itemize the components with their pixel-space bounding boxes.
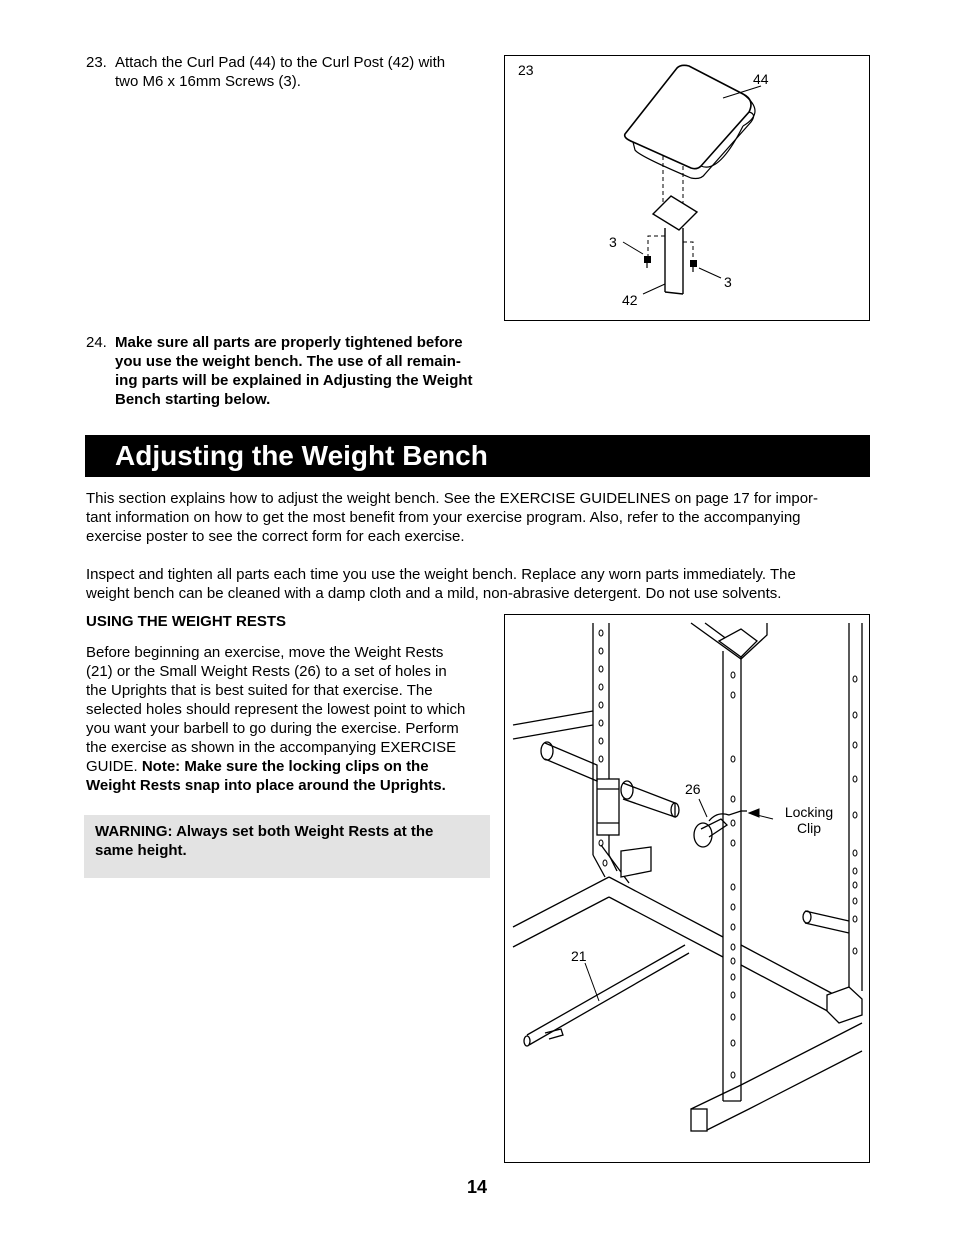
step-line: two M6 x 16mm Screws (3).: [115, 73, 301, 90]
part-label-26: 26: [685, 781, 701, 797]
intro-line: Inspect and tighten all parts each time you use the weight bench. Replace any worn parts immediately. The: [86, 566, 796, 583]
section-banner: [85, 435, 870, 477]
paragraph-line: you want your barbell to go during the exercise. Perform: [86, 720, 459, 737]
paragraph-line: the Uprights that is best suited for that exercise. The: [86, 682, 433, 699]
figure-curl-pad: [504, 55, 870, 321]
power-rack-illustration: [505, 615, 871, 1164]
step-24-text: [115, 333, 495, 409]
note-line: Weight Rests snap into place around the Uprights.: [86, 777, 446, 794]
paragraph-text: GUIDE.: [86, 758, 142, 775]
page-number: 14: [466, 1177, 488, 1197]
paragraph-line: Before beginning an exercise, move the Weight Rests: [86, 644, 444, 661]
warning-line: same height.: [95, 842, 187, 859]
step-line: Make sure all parts are properly tightened before: [115, 334, 463, 351]
paragraph-line: the exercise as shown in the accompanying EXERCISE: [86, 739, 457, 756]
step-line: ing parts will be explained in Adjusting the Weight: [115, 372, 473, 389]
note-text: Note: Make sure the locking clips on the: [141, 758, 429, 775]
intro-paragraph-2: [86, 565, 876, 603]
intro-line: exercise poster to see the correct form for each exercise.: [86, 528, 465, 545]
warning-box: [84, 815, 490, 878]
step-line: Attach the Curl Pad (44) to the Curl Post (42) with: [115, 54, 446, 71]
paragraph-line: selected holes should represent the lowest point to which: [86, 701, 466, 718]
locking-clip-label: [781, 804, 837, 836]
intro-line: weight bench can be cleaned with a damp cloth and a mild, non-abrasive detergent. Do not use solvents.: [86, 585, 782, 602]
part-label-42: 42: [622, 292, 638, 308]
intro-line: tant information on how to get the most benefit from your exercise program. Also, refer to the accompanying: [86, 509, 801, 526]
figure-step-label: 23: [518, 62, 534, 78]
part-label-44: 44: [753, 71, 769, 87]
paragraph-line: [86, 757, 491, 776]
part-label-21: 21: [571, 948, 587, 964]
label-line: Clip: [796, 820, 822, 836]
step-number: 23.: [86, 54, 107, 71]
part-label-3: 3: [609, 234, 617, 250]
warning-text: [95, 822, 475, 860]
section-title: Adjusting the Weight Bench: [115, 440, 488, 471]
part-label-3: 3: [724, 274, 732, 290]
curl-pad-illustration: [505, 56, 871, 322]
step-line: Bench starting below.: [115, 391, 271, 408]
intro-line: This section explains how to adjust the weight bench. See the EXERCISE GUIDELINES on page 17 for impor-: [86, 490, 819, 507]
intro-paragraph-1: [86, 489, 876, 546]
weight-rests-paragraph: [86, 643, 491, 795]
paragraph-line: (21) or the Small Weight Rests (26) to a set of holes in: [86, 663, 447, 680]
label-line: Locking: [784, 804, 834, 820]
figure-weight-rests: [504, 614, 870, 1163]
warning-line: WARNING: Always set both Weight Rests at the: [95, 823, 434, 840]
step-23-text: [115, 53, 485, 91]
step-line: you use the weight bench. The use of all remain-: [115, 353, 461, 370]
subsection-heading: USING THE WEIGHT RESTS: [86, 613, 287, 630]
step-number: 24.: [86, 334, 107, 351]
